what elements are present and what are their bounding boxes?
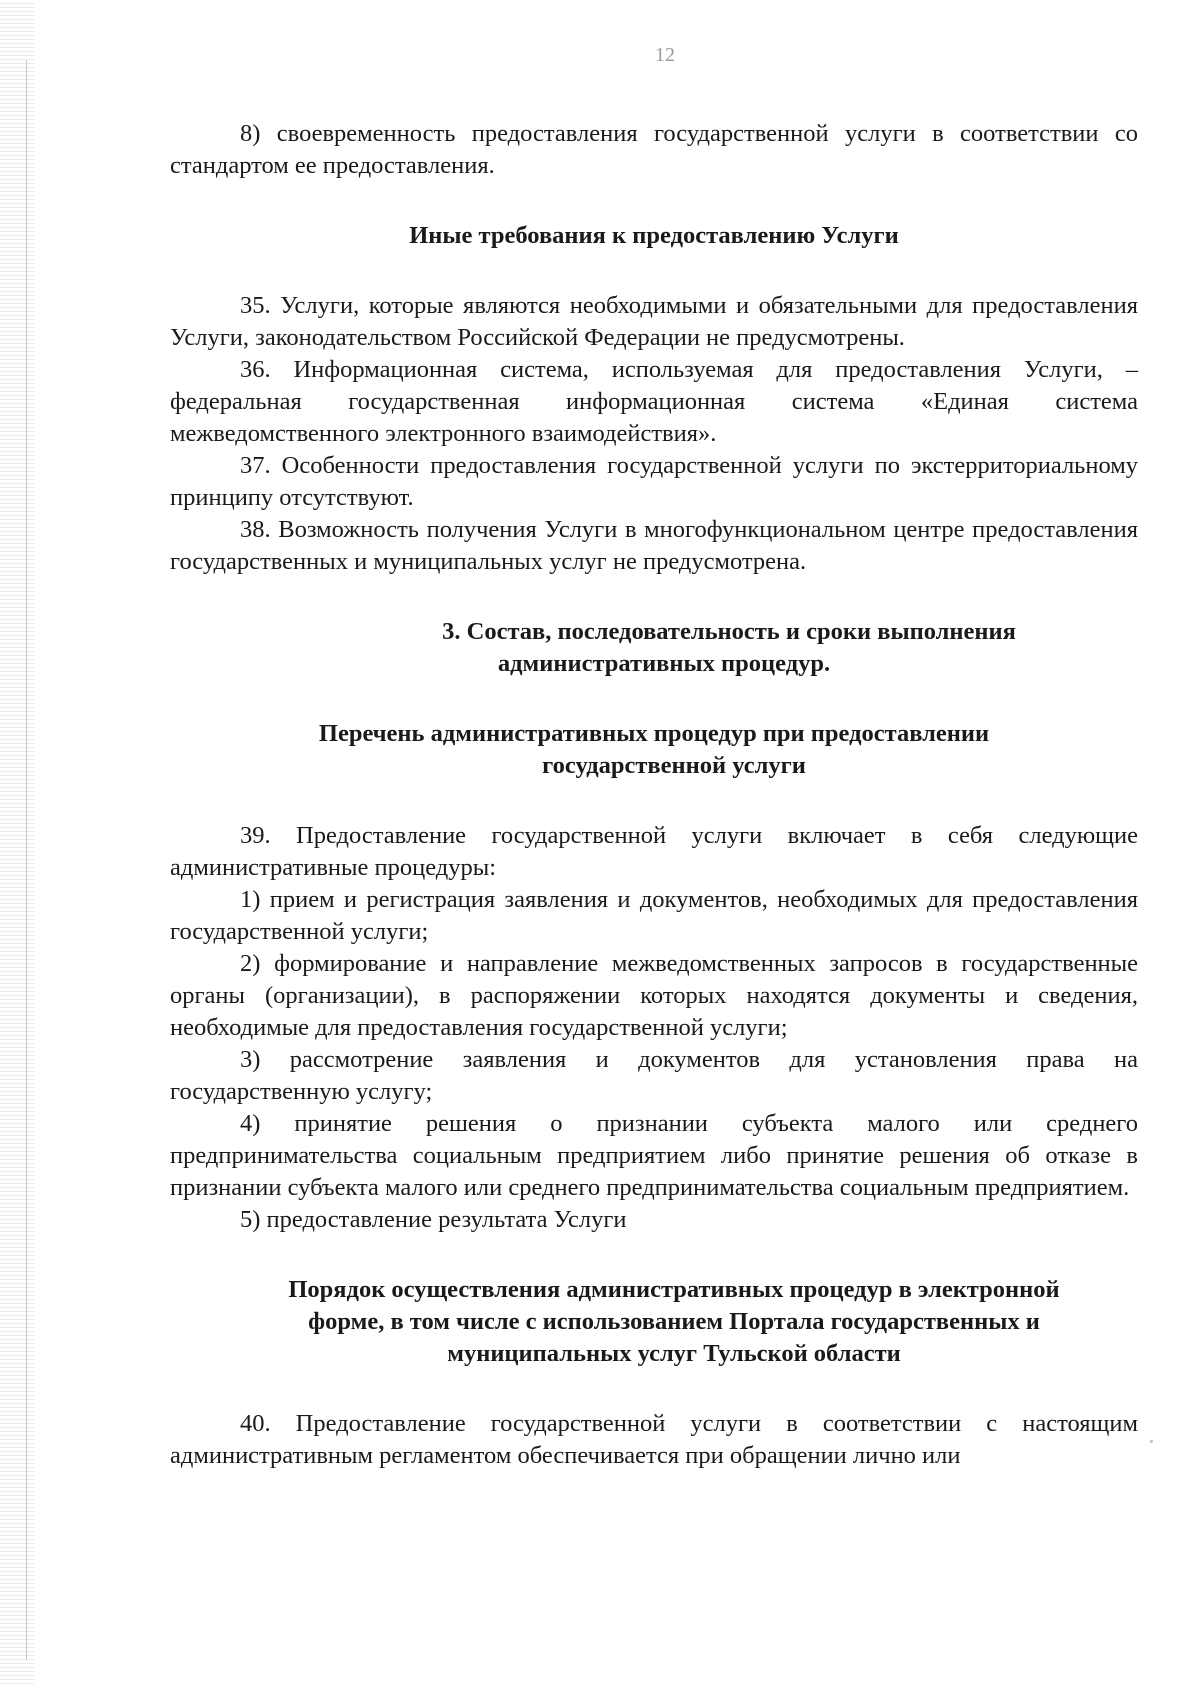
list-item-2: 2) формирование и направление межведомственных запросов в государственные органы (организации), в распоряжении которых находятся документы и сведения, необходимые для предоставления государственной услуги; [170, 950, 1138, 1041]
paragraph-36: 36. Информационная система, используемая для предоставления Услуги, – федеральная государственная информационная система «Единая система межведомственного электронного взаимодействия». [170, 356, 1138, 447]
heading-other-requirements [170, 220, 1138, 252]
heading-electronic-form [170, 1274, 1138, 1370]
list-item-3: 3) рассмотрение заявления и документов для установления права на государственную услугу; [170, 1046, 1138, 1105]
page-number: 12 [655, 44, 675, 66]
heading-line: административных процедур. [497, 650, 831, 677]
paragraph-item-8: 8) своевременность предоставления государственной услуги в соответствии со стандартом ее предоставления. [170, 120, 1138, 179]
heading-line: Иные требования к предоставлению Услуги [409, 222, 899, 249]
paragraph-35: 35. Услуги, которые являются необходимыми и обязательными для предоставления Услуги, законодательством Российской Федерации не предусмотрены. [170, 292, 1138, 351]
heading-line: форме, в том числе с использованием Портала государственных и [308, 1308, 1040, 1335]
scan-edge-artifact [0, 0, 34, 1686]
heading-line: Перечень административных процедур при предоставлении [318, 720, 990, 747]
list-item-1: 1) прием и регистрация заявления и документов, необходимых для предоставления государственной услуги; [170, 886, 1138, 945]
heading-section-3 [170, 616, 1138, 680]
list-item-4: 4) принятие решения о признании субъекта малого или среднего предпринимательства социальным предприятием либо принятие решения об отказе в признании субъекта малого или среднего предпринимательства социальным предприятием. [170, 1110, 1138, 1201]
scan-speck [1150, 1440, 1153, 1443]
heading-line: Порядок осуществления административных процедур в электронной [288, 1276, 1060, 1303]
heading-procedures-list [170, 718, 1138, 782]
paragraph-40: 40. Предоставление государственной услуги в соответствии с настоящим административным регламентом обеспечивается при обращении лично или [170, 1410, 1138, 1469]
heading-line: 3. Состав, последовательность и сроки выполнения [442, 618, 1016, 645]
document-body [170, 118, 1138, 1472]
paragraph-37: 37. Особенности предоставления государственной услуги по экстерриториальному принципу отсутствуют. [170, 452, 1138, 511]
scan-edge-line [26, 60, 27, 1660]
paragraph-38: 38. Возможность получения Услуги в многофункциональном центре предоставления государственных и муниципальных услуг не предусмотрена. [170, 516, 1138, 575]
paragraph-39: 39. Предоставление государственной услуги включает в себя следующие административные процедуры: [170, 822, 1138, 881]
heading-line: государственной услуги [542, 752, 806, 779]
heading-line: муниципальных услуг Тульской области [447, 1340, 901, 1367]
list-item-5: 5) предоставление результата Услуги [240, 1206, 627, 1233]
